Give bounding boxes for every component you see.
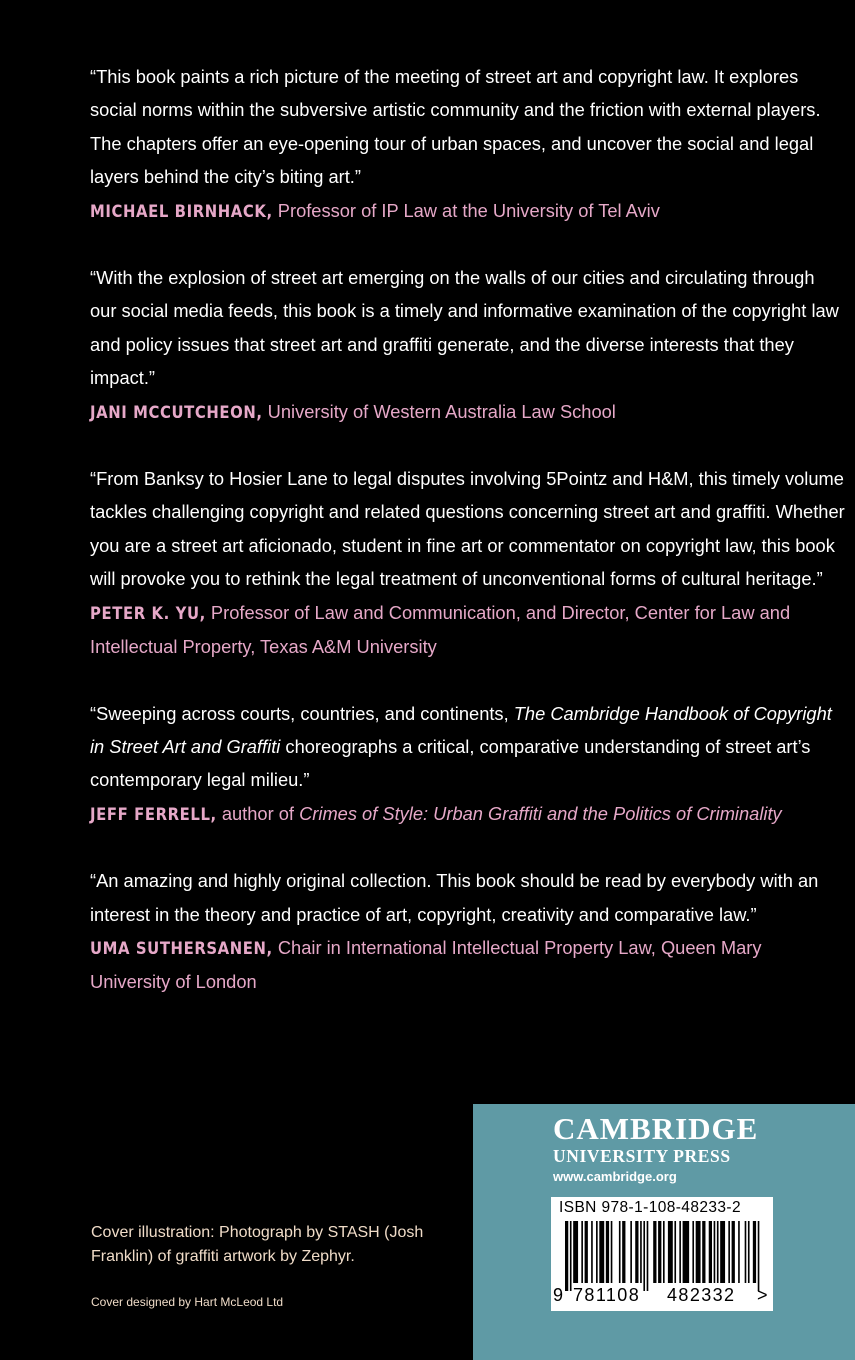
- barcode-bar: [591, 1221, 593, 1283]
- barcode-quiet-mark: >: [757, 1285, 769, 1305]
- barcode-bar: [717, 1221, 719, 1283]
- endorsement-attribution: [90, 395, 845, 429]
- book-title: The Cambridge Handbook of Copyright in Street Art and Graffiti: [90, 702, 832, 757]
- barcode-bar: [635, 1221, 638, 1283]
- endorsement-mccutcheon: [90, 261, 845, 429]
- endorsement-attribution: [90, 931, 845, 999]
- barcode-bar: [619, 1221, 621, 1283]
- illustration-credit: Cover illustration: Photograph by STASH (Josh Franklin) of graffiti artwork by Zephyr.: [91, 1224, 424, 1265]
- endorsement-suthersanen: [90, 864, 845, 999]
- quote-text: choreographs a critical, comparative understanding of street art’s contemporary legal milieu.”: [90, 735, 811, 791]
- barcode-bar: [570, 1221, 572, 1291]
- publisher-url: www.cambridge.org: [553, 1169, 677, 1184]
- barcode-bar: [658, 1221, 661, 1283]
- endorser-name: UMA SUTHERSANEN,: [90, 938, 273, 958]
- endorsement-birnhack: [90, 60, 845, 228]
- quote-text: “Sweeping across courts, countries, and continents,: [90, 702, 514, 724]
- barcode-bar: [565, 1221, 568, 1291]
- endorsement-attribution: [90, 194, 845, 228]
- barcode-bar: [709, 1221, 712, 1283]
- barcode-bar: [748, 1221, 750, 1283]
- barcode-bars: [565, 1221, 761, 1293]
- isbn-barcode: [551, 1197, 773, 1311]
- barcode-bar: [606, 1221, 609, 1283]
- barcode-bar: [611, 1221, 613, 1283]
- barcode-bar: [696, 1221, 701, 1283]
- barcode-bar: [573, 1221, 578, 1283]
- endorser-name: JANI MCCUTCHEON,: [90, 402, 263, 422]
- endorsement-quote: [90, 697, 845, 797]
- barcode-bar: [720, 1221, 725, 1283]
- endorser-name: MICHAEL BIRNHACK,: [90, 201, 273, 221]
- endorser-affiliation: author of: [216, 802, 300, 824]
- endorser-affiliation: Chair in International Intellectual Property Law, Queen Mary University of London: [90, 936, 762, 993]
- endorsements: [90, 60, 845, 1032]
- barcode-bar: [668, 1221, 673, 1283]
- endorser-name: PETER K. YU,: [90, 603, 206, 623]
- endorser-book-title: Crimes of Style: Urban Graffiti and the Politics of Criminality: [299, 802, 782, 824]
- barcode-bar: [745, 1221, 747, 1283]
- endorsement-ferrell: [90, 697, 845, 832]
- barcode-bar: [585, 1221, 588, 1283]
- barcode-bar: [599, 1221, 604, 1283]
- barcode-bar: [753, 1221, 756, 1283]
- barcode-bar: [692, 1221, 694, 1283]
- endorsement-attribution: [90, 797, 845, 831]
- endorser-affiliation: Professor of IP Law at the University of Tel Aviv: [272, 199, 660, 221]
- barcode-bar: [640, 1221, 642, 1283]
- barcode-bar: [630, 1221, 632, 1283]
- endorser-name: JEFF FERRELL,: [90, 804, 217, 824]
- barcode-bar: [622, 1221, 625, 1283]
- barcode-bar: [581, 1221, 583, 1283]
- endorsement-quote: “From Banksy to Hosier Lane to legal disputes involving 5Pointz and H&M, this timely volume tackles challenging copyright and related questions concerning street art and graffiti. Whether you are a street art aficionado, student in fine art or commentator on copyright law, this book will provoke you to rethink the legal treatment of unconventional forms of cultural heritage.”: [90, 468, 845, 590]
- barcode-bar: [702, 1221, 705, 1283]
- barcode-bar: [683, 1221, 690, 1283]
- barcode-bar: [643, 1221, 645, 1291]
- barcode-bar: [663, 1221, 665, 1283]
- endorser-affiliation: Professor of Law and Communication, and Director, Center for Law and Intellectual Property, Texas A&M University: [90, 601, 791, 658]
- barcode-right-group: 482332: [667, 1285, 736, 1305]
- publisher-press: UNIVERSITY PRESS: [553, 1146, 731, 1166]
- barcode-left-group: 781108: [573, 1285, 641, 1305]
- endorsement-attribution: [90, 596, 845, 664]
- barcode-bar: [738, 1221, 740, 1283]
- cover-credits: [91, 1221, 451, 1309]
- endorsement-quote: “An amazing and highly original collection. This book should be read by everybody with an interest in the theory and practice of art, copyright, creativity and comparative law.”: [90, 870, 819, 925]
- endorser-affiliation: University of Western Australia Law School: [262, 400, 616, 422]
- publisher-logo: [553, 1112, 758, 1186]
- barcode-lead-digit: 9: [553, 1285, 565, 1305]
- publisher-name: CAMBRIDGE: [553, 1111, 759, 1146]
- barcode-bar: [714, 1221, 716, 1283]
- isbn-text: ISBN 978-1-108-48233-2: [559, 1199, 741, 1216]
- barcode-bar: [596, 1221, 598, 1283]
- publisher-panel: [473, 1104, 855, 1360]
- endorsement-quote: “With the explosion of street art emerging on the walls of our cities and circulating through our social media feeds, this book is a timely and informative examination of the copyright law and policy issues that street art and graffiti generate, and the diverse interests that they impact.”: [90, 267, 839, 389]
- design-credit: Cover designed by Hart McLeod Ltd: [91, 1295, 284, 1309]
- endorsement-yu: [90, 462, 845, 663]
- barcode-bar: [674, 1221, 676, 1283]
- barcode-bar: [758, 1221, 760, 1291]
- barcode-bar: [732, 1221, 735, 1283]
- barcode-bar: [728, 1221, 730, 1283]
- barcode-bar: [653, 1221, 656, 1283]
- endorsement-quote: “This book paints a rich picture of the meeting of street art and copyright law. It explores social norms within the subversive artistic community and the friction with external players. The chapters offer an eye-opening tour of urban spaces, and uncover the social and legal layers behind the city’s biting art.”: [90, 66, 821, 188]
- barcode-bar: [679, 1221, 681, 1283]
- barcode-bar: [647, 1221, 649, 1291]
